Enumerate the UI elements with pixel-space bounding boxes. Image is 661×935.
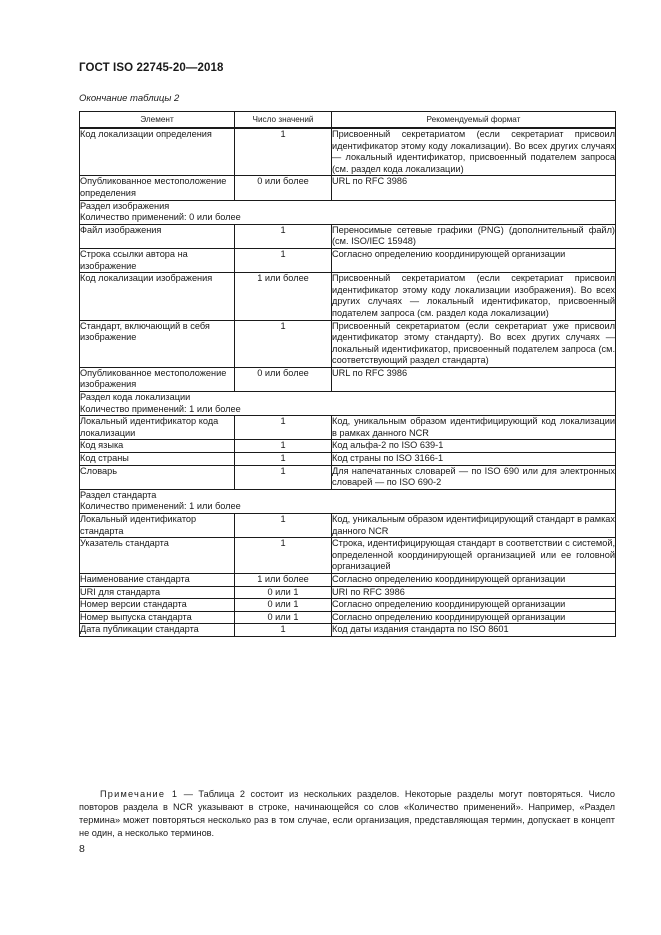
section-title: Раздел кода локализации [80, 392, 191, 403]
section-usage: Количество применений: 1 или более [80, 501, 241, 512]
format-cell: Код страны по ISO 3166-1 [332, 453, 616, 466]
format-cell: Согласно определению координирующей организации [332, 611, 616, 624]
count-cell: 1 [235, 538, 332, 574]
element-cell: Стандарт, включающий в себя изображение [80, 320, 235, 367]
table-row [80, 176, 616, 200]
format-cell: Переносимые сетевые графики (PNG) (дополнительный файл) (см. ISO/IEC 15948) [332, 224, 616, 248]
table-row [80, 320, 616, 367]
table-row [80, 538, 616, 574]
format-cell: Присвоенный секретариатом (если секретариат уже присвоил идентификатор этому стандарту). Во всех других случаях — локальный идентификатор, присвоенный подателем запроса (см. соответствующий раздел стандарта) [332, 320, 616, 367]
format-cell: URI по RFC 3986 [332, 586, 616, 599]
table-row [80, 624, 616, 637]
element-cell: Строка ссылки автора на изображение [80, 248, 235, 272]
count-cell: 0 или более [235, 367, 332, 391]
element-cell: Опубликованное местоположение изображения [80, 367, 235, 391]
element-cell: Код локализации определения [80, 128, 235, 176]
section-row [80, 200, 616, 224]
table-row [80, 453, 616, 466]
table-row [80, 599, 616, 612]
table-row [80, 128, 616, 176]
element-cell: Код страны [80, 453, 235, 466]
count-cell: 0 или 1 [235, 599, 332, 612]
table-row [80, 248, 616, 272]
format-cell: URL по RFC 3986 [332, 176, 616, 200]
section-title: Раздел изображения [80, 200, 170, 211]
table-row [80, 273, 616, 320]
page-number: 8 [79, 843, 85, 855]
format-cell: Для напечатанных словарей — по ISO 690 или для электронных словарей — по ISO 690-2 [332, 465, 616, 489]
column-header-format: Рекомендуемый формат [332, 112, 616, 129]
element-cell: Код языка [80, 440, 235, 453]
table-row [80, 514, 616, 538]
table-row [80, 367, 616, 391]
count-cell: 1 [235, 453, 332, 466]
section-title: Раздел стандарта [80, 489, 157, 500]
table-row [80, 611, 616, 624]
count-cell: 1 [235, 624, 332, 637]
section-usage: Количество применений: 1 или более [80, 403, 241, 414]
format-cell: Код, уникальным образом идентифицирующий стандарт в рамках данного NCR [332, 514, 616, 538]
count-cell: 1 [235, 248, 332, 272]
table-body [80, 128, 616, 636]
count-cell: 1 [235, 465, 332, 489]
count-cell: 0 или 1 [235, 586, 332, 599]
element-cell: Словарь [80, 465, 235, 489]
format-cell: Согласно определению координирующей организации [332, 599, 616, 612]
table-row [80, 224, 616, 248]
standard-id-header: ГОСТ ISO 22745-20—2018 [79, 62, 224, 74]
table-header-row [80, 112, 616, 129]
column-header-element: Элемент [80, 112, 235, 129]
format-cell: Присвоенный секретариатом (если секретариат присвоил идентификатор этому коду локализации). Во всех других случаях — локальный идентификатор, присвоенный подателем запроса (см. раздел кода локализации) [332, 128, 616, 176]
note-text: — Таблица 2 состоит из нескольких разделов. Некоторые разделы могут повторяться. Число повторов раздела в NCR указывают в строке, начинающейся со слов «Количество применений». Например, «Раздел термина» может повторяться несколько раз в том случае, если организация, представляющая термин, допускает в концепт не один, а несколько терминов. [79, 789, 615, 838]
format-cell: Строка, идентифицирующая стандарт в соответствии с системой, определенной координирующей организацией или ее головной организацией [332, 538, 616, 574]
table-row [80, 586, 616, 599]
note-label: Примечание 1 [100, 789, 179, 799]
count-cell: 1 или более [235, 273, 332, 320]
section-cell [80, 392, 616, 416]
count-cell: 1 или более [235, 573, 332, 586]
element-cell: URI для стандарта [80, 586, 235, 599]
section-cell [80, 200, 616, 224]
count-cell: 1 [235, 320, 332, 367]
column-header-count: Число значений [235, 112, 332, 129]
section-row [80, 392, 616, 416]
element-cell: Номер версии стандарта [80, 599, 235, 612]
count-cell: 0 или более [235, 176, 332, 200]
table-row [80, 440, 616, 453]
format-cell: Присвоенный секретариатом (если секретариат присвоил идентификатор этому коду локализации изображения). Во всех других случаях — локальный идентификатор, присвоенный подателем запроса (см. раздел кода локализации) [332, 273, 616, 320]
element-cell: Указатель стандарта [80, 538, 235, 574]
count-cell: 0 или 1 [235, 611, 332, 624]
section-row [80, 489, 616, 513]
element-cell: Код локализации изображения [80, 273, 235, 320]
count-cell: 1 [235, 416, 332, 440]
element-cell: Локальный идентификатор кода локализации [80, 416, 235, 440]
section-cell [80, 489, 616, 513]
format-cell: Код альфа-2 по ISO 639-1 [332, 440, 616, 453]
format-cell: Код, уникальным образом идентифицирующий код локализации в рамках данного NCR [332, 416, 616, 440]
element-cell: Номер выпуска стандарта [80, 611, 235, 624]
element-cell: Дата публикации стандарта [80, 624, 235, 637]
format-cell: Код даты издания стандарта по ISO 8601 [332, 624, 616, 637]
format-cell: URL по RFC 3986 [332, 367, 616, 391]
format-cell: Согласно определению координирующей организации [332, 573, 616, 586]
table-row [80, 573, 616, 586]
table-note [79, 788, 615, 840]
table-row [80, 465, 616, 489]
element-cell: Файл изображения [80, 224, 235, 248]
count-cell: 1 [235, 128, 332, 176]
table-row [80, 416, 616, 440]
element-cell: Локальный идентификатор стандарта [80, 514, 235, 538]
count-cell: 1 [235, 514, 332, 538]
count-cell: 1 [235, 440, 332, 453]
format-cell: Согласно определению координирующей организации [332, 248, 616, 272]
definitions-table [79, 111, 616, 637]
table-caption: Окончание таблицы 2 [79, 93, 180, 104]
section-usage: Количество применений: 0 или более [80, 212, 241, 223]
element-cell: Наименование стандарта [80, 573, 235, 586]
element-cell: Опубликованное местоположение определения [80, 176, 235, 200]
count-cell: 1 [235, 224, 332, 248]
